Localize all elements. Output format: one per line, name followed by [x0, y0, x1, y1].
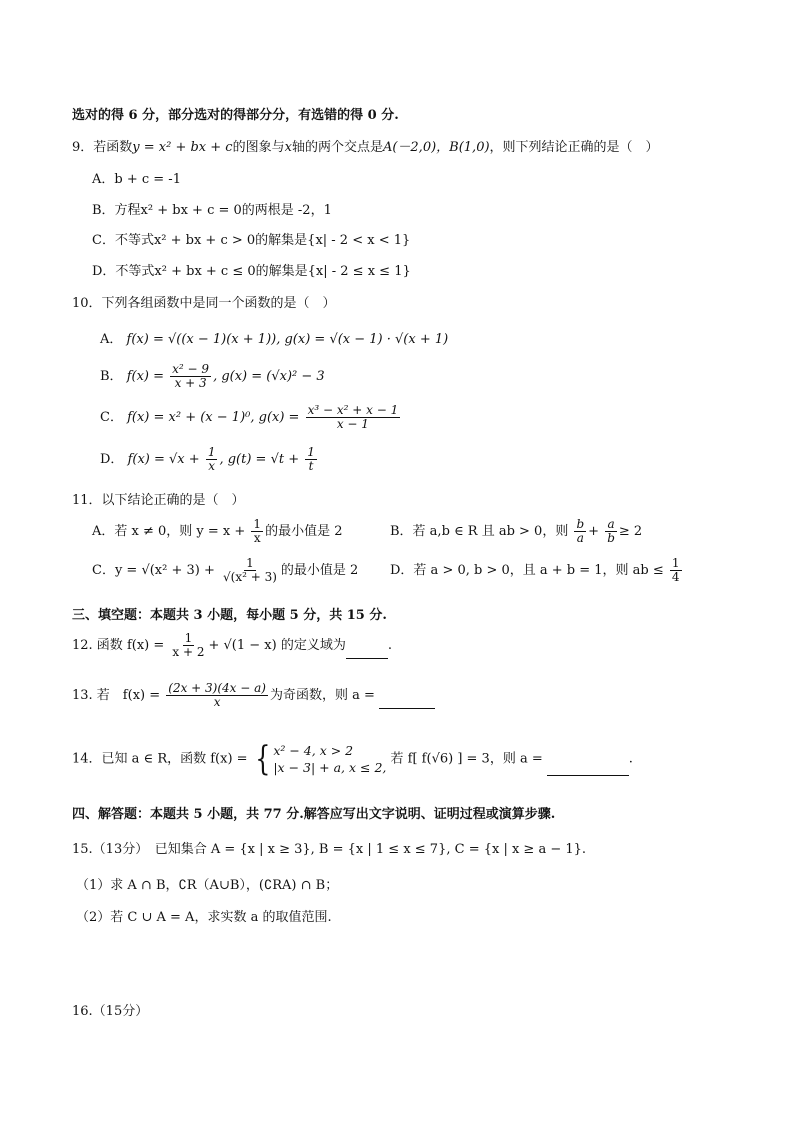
q10-d-g-fraction [305, 446, 317, 473]
q11-b-text: ≥ 2 [618, 524, 643, 539]
q10-option-b [100, 363, 325, 390]
q9-stem-part: 轴的两个交点是 [291, 140, 383, 155]
q11-b-fraction-1 [574, 518, 586, 545]
q11-a-fraction [251, 518, 263, 545]
q12-text: + √(1 − x) 的定义域为 [208, 638, 346, 653]
q10-d-f: f(x) = √x + [127, 452, 200, 467]
q12-text: . [387, 638, 392, 653]
numerator: (2x + 3)(4x − a) [168, 681, 266, 695]
q11-d-text: D．若 a > 0, b > 0，且 a + b = 1，则 ab ≤ [390, 563, 664, 578]
denominator: x [208, 459, 216, 473]
q10-option-d [100, 446, 319, 473]
denominator: t [308, 459, 314, 473]
q10-a-f: f(x) = √((x − 1)(x + 1)) [126, 332, 277, 347]
q10-option-a [100, 328, 448, 347]
piece-2: |x − 3| + a, x ≤ 2, [273, 760, 387, 775]
q14-answer-blank[interactable] [547, 763, 629, 776]
q9-stem [72, 136, 659, 155]
denominator: x [253, 531, 261, 545]
q10-c-g-lhs: , g(x) = [250, 410, 300, 425]
q13-answer-blank[interactable] [379, 696, 435, 709]
q15-part-1: （1）求 A ∩ B，∁R（A∪B），(∁RA) ∩ B； [76, 878, 339, 893]
q9-points: A(－2,0)，B(1,0) [382, 140, 490, 155]
q11-c-text: 的最小值是 2 [280, 563, 359, 578]
option-label: A． [100, 332, 123, 347]
section-4-heading: 四、解答题：本题共 5 小题，共 77 分.解答应写出文字说明、证明过程或演算步骤. [72, 807, 556, 822]
q11-c-fraction [221, 557, 279, 584]
scoring-note: 选对的得 6 分，部分选对的得部分分，有选错的得 0 分. [72, 108, 399, 123]
q9-option-b: B．方程x² + bx + c = 0的两根是 -2，1 [92, 203, 332, 218]
q10-stem: 10．下列各组函数中是同一个函数的是（ ） [72, 296, 336, 311]
q11-option-d [390, 557, 684, 584]
q12 [72, 632, 392, 659]
numerator: x² − 9 [172, 362, 210, 376]
denominator: x + 3 [174, 376, 207, 390]
q13-text: 为奇函数，则 a = [269, 688, 375, 703]
denominator: x [213, 695, 221, 709]
numerator: 1 [307, 445, 315, 459]
q13-fraction [166, 682, 268, 709]
q10-b-g: , g(x) = (√x)² − 3 [213, 369, 325, 384]
q11-option-c [92, 557, 358, 584]
q9-stem-part: 9．若函数 [72, 140, 133, 155]
section-3-heading: 三、填空题：本题共 3 小题，每小题 5 分，共 15 分. [72, 608, 387, 623]
q14-piecewise [252, 739, 387, 779]
piece-1: x² − 4, x > 2 [273, 743, 354, 758]
q13 [72, 682, 435, 709]
q13-text: 13. 若 f(x) = [72, 688, 161, 703]
q16-stem: 16.（15分） [72, 1004, 149, 1019]
denominator: b [607, 531, 615, 545]
q12-answer-blank[interactable] [346, 646, 388, 659]
numerator: 1 [184, 631, 193, 645]
q12-text: 12. 函数 f(x) = [72, 638, 165, 653]
numerator: 1 [246, 556, 254, 570]
q9-option-c: C．不等式x² + bx + c > 0的解集是{x| - 2 < x < 1} [92, 233, 411, 248]
option-label: D． [100, 452, 124, 467]
denominator: x − 1 [336, 417, 369, 431]
numerator: b [576, 517, 585, 531]
option-label: B． [100, 369, 123, 384]
q10-d-g: , g(t) = √t + [219, 452, 300, 467]
q11-d-fraction [670, 557, 682, 584]
q15-stem: 15.（13分） 已知集合 A = {x | x ≥ 3}, B = {x | 1 ≤ x ≤ 7}, C = {x | x ≥ a − 1}. [72, 842, 587, 857]
q12-fraction [170, 632, 206, 659]
numerator: x³ − x² + x − 1 [307, 403, 399, 417]
q10-b-fraction [170, 363, 211, 390]
q11-a-text: 的最小值是 2 [265, 524, 343, 539]
denominator: a [576, 531, 584, 545]
q11-option-a [92, 518, 342, 545]
q11-stem: 11．以下结论正确的是（ ） [72, 493, 245, 508]
q10-d-f-fraction [206, 446, 218, 473]
numerator: 1 [671, 556, 680, 570]
q9-option-d: D．不等式x² + bx + c ≤ 0的解集是{x| - 2 ≤ x ≤ 1} [92, 264, 411, 279]
numerator: a [607, 517, 615, 531]
q14-text: . [628, 751, 633, 767]
q9-stem-part: 的图象与 [232, 140, 285, 155]
denominator: 4 [671, 570, 680, 584]
q11-c-text: C．y = √(x² + 3) + [92, 563, 215, 578]
denominator: √(x² + 3) [223, 570, 277, 584]
left-brace: { [254, 739, 271, 779]
q11-b-text: B．若 a,b ∈ R 且 ab > 0，则 [390, 524, 569, 539]
q10-a-g: , g(x) = √(x − 1) · √(x + 1) [276, 332, 449, 347]
q11-b-fraction-2 [605, 518, 617, 545]
q14-text: 14．已知 a ∈ R，函数 f(x) = [72, 751, 248, 767]
q11-option-b [390, 518, 642, 545]
q15-part-2: （2）若 C ∪ A = A，求实数 a 的取值范围. [76, 910, 332, 925]
q9-option-a: A．b + c = -1 [92, 172, 181, 187]
q10-option-c [100, 404, 402, 431]
q9-function: y = x² + bx + c [132, 140, 233, 155]
numerator: 1 [207, 445, 216, 459]
q10-c-fraction [306, 404, 401, 431]
option-label: C． [100, 410, 123, 425]
numerator: 1 [253, 517, 262, 531]
q11-a-text: A．若 x ≠ 0，则 y = x + [92, 524, 246, 539]
q10-b-f-lhs: f(x) = [126, 369, 165, 384]
plus-sign: + [588, 524, 600, 539]
q9-x-variable: x [284, 140, 292, 155]
q14 [72, 739, 633, 779]
q14-text: 若 f[ f(√6) ] = 3，则 a = [390, 751, 543, 767]
q9-stem-part: ，则下列结论正确的是（ ） [489, 140, 659, 155]
q10-c-f: f(x) = x² + (x − 1)⁰ [127, 410, 251, 425]
denominator: x + 2 [172, 645, 205, 659]
